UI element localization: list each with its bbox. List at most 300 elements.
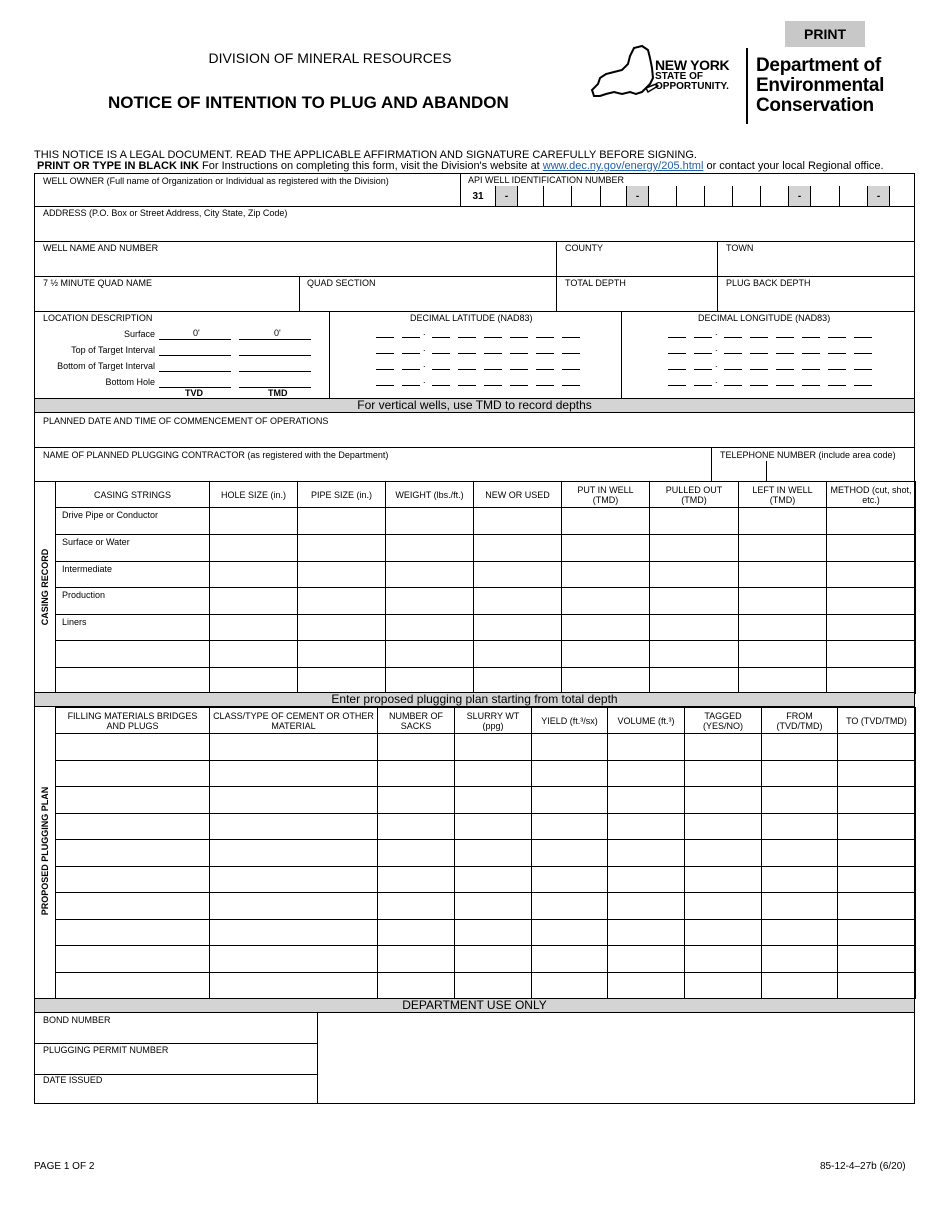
casing-cell[interactable] <box>650 535 739 562</box>
total-depth-label: TOTAL DEPTH <box>565 278 626 288</box>
coordinate-digit-blank[interactable] <box>776 337 794 338</box>
plugging-cell[interactable] <box>378 919 455 946</box>
coordinate-decimal-point: . <box>715 375 718 385</box>
coordinate-digit-blank[interactable] <box>724 353 742 354</box>
casing-cell[interactable] <box>474 641 562 668</box>
casing-string-name: Liners <box>56 614 210 641</box>
plugging-cell[interactable] <box>378 972 455 999</box>
coordinate-digit-blank[interactable] <box>828 369 846 370</box>
coordinate-decimal-point: . <box>715 327 718 337</box>
api-dash: - <box>626 186 648 206</box>
plugging-cell[interactable] <box>608 946 685 973</box>
api-digit-box[interactable] <box>760 186 788 206</box>
plugging-cell[interactable] <box>455 760 532 787</box>
casing-cell[interactable] <box>298 588 386 615</box>
api-digit-box[interactable] <box>543 186 571 206</box>
coordinate-digit-blank[interactable] <box>484 369 502 370</box>
api-digit-box[interactable] <box>732 186 760 206</box>
plugging-cell[interactable] <box>838 787 916 814</box>
casing-cell[interactable] <box>650 561 739 588</box>
coordinate-digit-blank[interactable] <box>854 353 872 354</box>
plugging-cell[interactable] <box>56 972 210 999</box>
plugging-cell[interactable] <box>378 840 455 867</box>
table-row <box>56 588 916 615</box>
coordinate-digit-blank[interactable] <box>536 369 554 370</box>
coordinate-digit-blank[interactable] <box>828 353 846 354</box>
coordinate-digit-blank[interactable] <box>402 369 420 370</box>
county-label: COUNTY <box>565 243 603 253</box>
casing-cell[interactable] <box>562 641 650 668</box>
telephone-label: TELEPHONE NUMBER (include area code) <box>720 450 896 460</box>
table-row <box>56 508 916 535</box>
plugging-cell[interactable] <box>455 866 532 893</box>
well-name-label: WELL NAME AND NUMBER <box>43 243 159 253</box>
form-title: NOTICE OF INTENTION TO PLUG AND ABANDON <box>108 93 509 112</box>
plugging-cell[interactable] <box>210 813 378 840</box>
casing-cell[interactable] <box>562 535 650 562</box>
plugging-cell[interactable] <box>378 760 455 787</box>
coordinate-digit-blank[interactable] <box>750 385 768 386</box>
casing-cell[interactable] <box>827 588 916 615</box>
coordinate-digit-blank[interactable] <box>828 337 846 338</box>
coordinate-digit-blank[interactable] <box>724 385 742 386</box>
coordinate-digit-blank[interactable] <box>376 337 394 338</box>
casing-cell[interactable] <box>210 535 298 562</box>
plugging-cell[interactable] <box>532 866 608 893</box>
coordinate-digit-blank[interactable] <box>536 385 554 386</box>
coordinate-digit-blank[interactable] <box>802 385 820 386</box>
plugging-cell[interactable] <box>210 866 378 893</box>
plugging-cell[interactable] <box>56 787 210 814</box>
api-digit-box[interactable] <box>600 186 626 206</box>
plugging-cell[interactable] <box>685 946 762 973</box>
plugging-cell[interactable] <box>762 734 838 761</box>
plugging-cell[interactable] <box>378 946 455 973</box>
print-button[interactable]: PRINT <box>785 21 865 47</box>
plugging-cell[interactable] <box>762 893 838 920</box>
coordinate-digit-blank[interactable] <box>776 353 794 354</box>
coordinate-digit-blank[interactable] <box>510 369 528 370</box>
casing-table <box>55 481 916 694</box>
coordinate-digit-blank[interactable] <box>484 385 502 386</box>
plugging-cell[interactable] <box>378 787 455 814</box>
plugging-header: NUMBER OF SACKS <box>378 708 455 734</box>
coordinate-decimal-point: . <box>715 343 718 353</box>
plugging-cell[interactable] <box>455 946 532 973</box>
legal-notice: THIS NOTICE IS A LEGAL DOCUMENT. READ THE APPLICABLE AFFIRMATION AND SIGNATURE CAREFULLY BEFORE SIGNING. <box>34 149 697 161</box>
plugging-cell[interactable] <box>378 813 455 840</box>
casing-string-name: Surface or Water <box>56 535 210 562</box>
plugging-cell[interactable] <box>455 787 532 814</box>
plugging-plan-label: PROPOSED PLUGGING PLAN <box>40 786 50 916</box>
plugging-cell[interactable] <box>685 760 762 787</box>
casing-cell[interactable] <box>562 614 650 641</box>
api-digit-box[interactable] <box>839 186 867 206</box>
coordinate-digit-blank[interactable] <box>562 369 580 370</box>
plugging-cell[interactable] <box>608 787 685 814</box>
plugging-cell[interactable] <box>838 813 916 840</box>
location-label: LOCATION DESCRIPTION <box>43 313 153 323</box>
table-row <box>56 972 916 999</box>
plugging-cell[interactable] <box>608 840 685 867</box>
coordinate-digit-blank[interactable] <box>694 369 712 370</box>
api-digit-box[interactable] <box>517 186 543 206</box>
api-prefix[interactable]: 31 <box>460 186 495 206</box>
dept-line3: Conservation <box>756 95 874 116</box>
coordinate-digit-blank[interactable] <box>536 337 554 338</box>
plugging-cell[interactable] <box>210 893 378 920</box>
coordinate-digit-blank[interactable] <box>562 353 580 354</box>
plugging-cell[interactable] <box>532 787 608 814</box>
plugging-cell[interactable] <box>838 840 916 867</box>
surface-tvd-value[interactable]: 0' <box>193 328 200 338</box>
plugging-cell[interactable] <box>608 893 685 920</box>
plugging-cell[interactable] <box>532 734 608 761</box>
plugging-cell[interactable] <box>56 840 210 867</box>
coordinate-decimal-point: . <box>423 327 426 337</box>
plugging-cell[interactable] <box>455 840 532 867</box>
casing-cell[interactable] <box>650 588 739 615</box>
coordinate-digit-blank[interactable] <box>402 385 420 386</box>
plugging-cell[interactable] <box>210 760 378 787</box>
coordinate-digit-blank[interactable] <box>484 353 502 354</box>
plugging-cell[interactable] <box>455 734 532 761</box>
coordinate-digit-blank[interactable] <box>376 353 394 354</box>
new-york-state-map-icon <box>590 44 660 100</box>
coordinate-digit-blank[interactable] <box>402 337 420 338</box>
coordinate-digit-blank[interactable] <box>376 385 394 386</box>
plugging-cell[interactable] <box>685 893 762 920</box>
coordinate-digit-blank[interactable] <box>854 369 872 370</box>
plugging-cell[interactable] <box>56 866 210 893</box>
plugging-cell[interactable] <box>56 760 210 787</box>
ink-notice-text: For Instructions on completing this form, visit the Division's website at <box>198 160 543 172</box>
plugging-cell[interactable] <box>532 972 608 999</box>
casing-cell[interactable] <box>474 614 562 641</box>
api-digit-box[interactable] <box>889 186 914 206</box>
plugging-cell[interactable] <box>378 734 455 761</box>
coordinate-digit-blank[interactable] <box>458 369 476 370</box>
coordinate-digit-blank[interactable] <box>668 353 686 354</box>
form-number: 85-12-4–27b (6/20) <box>820 1161 906 1172</box>
coordinate-digit-blank[interactable] <box>432 353 450 354</box>
plugging-cell[interactable] <box>838 734 916 761</box>
casing-header: HOLE SIZE (in.) <box>210 482 298 508</box>
casing-cell[interactable] <box>386 614 474 641</box>
website-link[interactable]: www.dec.ny.gov/energy/205.html <box>542 160 704 172</box>
plugging-cell[interactable] <box>532 760 608 787</box>
plugging-cell[interactable] <box>685 972 762 999</box>
plugging-cell[interactable] <box>532 893 608 920</box>
plugging-cell[interactable] <box>532 919 608 946</box>
plugging-cell[interactable] <box>608 866 685 893</box>
table-row <box>56 535 916 562</box>
casing-cell[interactable] <box>298 667 386 694</box>
plugging-cell[interactable] <box>762 760 838 787</box>
casing-cell[interactable] <box>739 561 827 588</box>
coordinate-digit-blank[interactable] <box>432 369 450 370</box>
casing-cell[interactable] <box>210 588 298 615</box>
plugging-cell[interactable] <box>838 946 916 973</box>
casing-cell[interactable] <box>386 588 474 615</box>
coordinate-digit-blank[interactable] <box>854 385 872 386</box>
casing-cell[interactable] <box>650 667 739 694</box>
coordinate-digit-blank[interactable] <box>458 353 476 354</box>
coordinate-digit-blank[interactable] <box>402 353 420 354</box>
coordinate-digit-blank[interactable] <box>776 385 794 386</box>
plugging-cell[interactable] <box>762 972 838 999</box>
coordinate-digit-blank[interactable] <box>750 353 768 354</box>
table-row <box>56 866 916 893</box>
coordinate-decimal-point: . <box>423 375 426 385</box>
plugging-cell[interactable] <box>838 972 916 999</box>
plugging-cell[interactable] <box>762 946 838 973</box>
coordinate-digit-blank[interactable] <box>694 385 712 386</box>
plugging-cell[interactable] <box>762 787 838 814</box>
casing-cell[interactable] <box>474 535 562 562</box>
table-row <box>56 787 916 814</box>
plugging-cell[interactable] <box>762 813 838 840</box>
form-body <box>34 173 915 1104</box>
casing-cell[interactable] <box>827 614 916 641</box>
plugging-cell[interactable] <box>56 893 210 920</box>
casing-cell[interactable] <box>562 588 650 615</box>
coordinate-digit-blank[interactable] <box>668 369 686 370</box>
permit-number-label: PLUGGING PERMIT NUMBER <box>43 1045 169 1055</box>
plugging-cell[interactable] <box>378 866 455 893</box>
casing-cell[interactable] <box>827 641 916 668</box>
plugging-cell[interactable] <box>685 840 762 867</box>
coordinate-digit-blank[interactable] <box>724 369 742 370</box>
plugging-cell[interactable] <box>56 946 210 973</box>
coordinate-digit-blank[interactable] <box>562 337 580 338</box>
coordinate-decimal-point: . <box>715 359 718 369</box>
plugging-cell[interactable] <box>210 787 378 814</box>
casing-cell[interactable] <box>827 535 916 562</box>
ny-logo-text <box>655 58 729 92</box>
plugging-cell[interactable] <box>762 866 838 893</box>
plugging-cell[interactable] <box>532 946 608 973</box>
casing-cell[interactable] <box>650 614 739 641</box>
plugging-cell[interactable] <box>838 760 916 787</box>
plugging-cell[interactable] <box>56 813 210 840</box>
casing-cell[interactable] <box>827 667 916 694</box>
planned-date-label: PLANNED DATE AND TIME OF COMMENCEMENT OF OPERATIONS <box>43 416 329 426</box>
coordinate-digit-blank[interactable] <box>668 385 686 386</box>
casing-record-label: CASING RECORD <box>40 548 50 626</box>
ink-notice-end: or contact your local Regional office. <box>703 160 884 172</box>
coordinate-digit-blank[interactable] <box>802 353 820 354</box>
coordinate-digit-blank[interactable] <box>562 385 580 386</box>
coordinate-digit-blank[interactable] <box>510 385 528 386</box>
coordinate-digit-blank[interactable] <box>536 353 554 354</box>
casing-cell[interactable] <box>739 535 827 562</box>
plugging-cell[interactable] <box>838 893 916 920</box>
coordinate-digit-blank[interactable] <box>694 353 712 354</box>
coordinate-digit-blank[interactable] <box>510 353 528 354</box>
coordinate-digit-blank[interactable] <box>432 385 450 386</box>
loc-row-bottom-hole: Bottom Hole <box>105 377 155 387</box>
plugging-cell[interactable] <box>210 919 378 946</box>
coordinate-digit-blank[interactable] <box>484 337 502 338</box>
casing-cell[interactable] <box>739 508 827 535</box>
plugging-cell[interactable] <box>56 919 210 946</box>
api-label: API WELL IDENTIFICATION NUMBER <box>468 175 625 185</box>
plugging-cell[interactable] <box>608 760 685 787</box>
plugging-cell[interactable] <box>210 840 378 867</box>
coordinate-digit-blank[interactable] <box>376 369 394 370</box>
casing-cell[interactable] <box>562 667 650 694</box>
api-digit-box[interactable] <box>810 186 839 206</box>
department-use-band: DEPARTMENT USE ONLY <box>35 998 914 1013</box>
casing-header: PIPE SIZE (in.) <box>298 482 386 508</box>
casing-cell[interactable] <box>650 641 739 668</box>
casing-cell[interactable] <box>298 641 386 668</box>
casing-cell[interactable] <box>474 588 562 615</box>
plugging-cell[interactable] <box>532 840 608 867</box>
casing-cell[interactable] <box>386 641 474 668</box>
casing-cell[interactable] <box>562 561 650 588</box>
plugging-cell[interactable] <box>685 813 762 840</box>
coordinate-digit-blank[interactable] <box>776 369 794 370</box>
casing-cell[interactable] <box>298 561 386 588</box>
casing-cell[interactable] <box>739 614 827 641</box>
plugging-cell[interactable] <box>608 813 685 840</box>
surface-tmd-value[interactable]: 0' <box>274 328 281 338</box>
dept-line2: Environmental <box>756 75 885 96</box>
latitude-label: DECIMAL LATITUDE (NAD83) <box>410 313 533 323</box>
casing-cell[interactable] <box>210 667 298 694</box>
coordinate-digit-blank[interactable] <box>458 385 476 386</box>
casing-cell[interactable] <box>298 535 386 562</box>
casing-cell[interactable] <box>474 508 562 535</box>
casing-cell[interactable] <box>386 667 474 694</box>
casing-cell[interactable] <box>739 641 827 668</box>
coordinate-digit-blank[interactable] <box>750 337 768 338</box>
coordinate-digit-blank[interactable] <box>432 337 450 338</box>
page-number: PAGE 1 OF 2 <box>34 1161 95 1172</box>
api-digit-box[interactable] <box>648 186 676 206</box>
casing-cell[interactable] <box>474 667 562 694</box>
dept-logo <box>756 56 884 116</box>
plugging-cell[interactable] <box>608 972 685 999</box>
casing-cell[interactable] <box>386 561 474 588</box>
coordinate-digit-blank[interactable] <box>802 369 820 370</box>
casing-string-name <box>56 667 210 694</box>
plugging-cell[interactable] <box>210 972 378 999</box>
loc-row-top-target: Top of Target Interval <box>71 345 155 355</box>
coordinate-decimal-point: . <box>423 343 426 353</box>
casing-cell[interactable] <box>827 561 916 588</box>
plugging-cell[interactable] <box>56 734 210 761</box>
plugging-cell[interactable] <box>532 813 608 840</box>
coordinate-digit-blank[interactable] <box>724 337 742 338</box>
plugging-cell[interactable] <box>838 919 916 946</box>
plugging-cell[interactable] <box>685 919 762 946</box>
longitude-label: DECIMAL LONGITUDE (NAD83) <box>698 313 831 323</box>
casing-cell[interactable] <box>386 508 474 535</box>
coordinate-digit-blank[interactable] <box>854 337 872 338</box>
coordinate-digit-blank[interactable] <box>828 385 846 386</box>
plugging-cell[interactable] <box>685 866 762 893</box>
plugging-cell[interactable] <box>455 813 532 840</box>
table-row <box>56 614 916 641</box>
plugging-cell[interactable] <box>378 893 455 920</box>
casing-header: LEFT IN WELL (TMD) <box>739 482 827 508</box>
tmd-label: TMD <box>268 388 288 398</box>
plugging-header: YIELD (ft.³/sx) <box>532 708 608 734</box>
plugging-cell[interactable] <box>455 893 532 920</box>
plugging-cell[interactable] <box>685 734 762 761</box>
plugging-cell[interactable] <box>685 787 762 814</box>
api-digit-box[interactable] <box>704 186 732 206</box>
logo-divider <box>746 48 748 124</box>
casing-string-name: Intermediate <box>56 561 210 588</box>
api-digit-box[interactable] <box>676 186 704 206</box>
well-owner-label: WELL OWNER (Full name of Organization or Individual as registered with the Division) <box>43 176 389 186</box>
casing-cell[interactable] <box>650 508 739 535</box>
casing-cell[interactable] <box>210 508 298 535</box>
contractor-label: NAME OF PLANNED PLUGGING CONTRACTOR (as registered with the Department) <box>43 450 389 460</box>
coordinate-digit-blank[interactable] <box>750 369 768 370</box>
plugging-cell[interactable] <box>455 972 532 999</box>
coordinate-digit-blank[interactable] <box>458 337 476 338</box>
plug-back-label: PLUG BACK DEPTH <box>726 278 811 288</box>
casing-cell[interactable] <box>298 614 386 641</box>
casing-cell[interactable] <box>386 535 474 562</box>
casing-cell[interactable] <box>474 561 562 588</box>
plugging-cell[interactable] <box>210 734 378 761</box>
vertical-wells-note: For vertical wells, use TMD to record depths <box>35 398 914 413</box>
casing-cell[interactable] <box>298 508 386 535</box>
plugging-header: VOLUME (ft.³) <box>608 708 685 734</box>
plugging-cell[interactable] <box>608 734 685 761</box>
address-label: ADDRESS (P.O. Box or Street Address, City State, Zip Code) <box>43 208 288 218</box>
api-dash: - <box>495 186 517 206</box>
api-dash: - <box>867 186 889 206</box>
coordinate-digit-blank[interactable] <box>694 337 712 338</box>
ny-logo-line1: NEW YORK <box>655 57 730 73</box>
plugging-cell[interactable] <box>762 840 838 867</box>
casing-cell[interactable] <box>210 614 298 641</box>
quad-section-label: QUAD SECTION <box>307 278 376 288</box>
api-dash: - <box>788 186 810 206</box>
casing-cell[interactable] <box>739 667 827 694</box>
coordinate-digit-blank[interactable] <box>510 337 528 338</box>
casing-header: NEW OR USED <box>474 482 562 508</box>
plugging-cell[interactable] <box>210 946 378 973</box>
api-digit-box[interactable] <box>571 186 600 206</box>
casing-string-name: Production <box>56 588 210 615</box>
casing-cell[interactable] <box>739 588 827 615</box>
coordinate-digit-blank[interactable] <box>668 337 686 338</box>
plugging-header: TAGGED (YES/NO) <box>685 708 762 734</box>
table-row <box>56 760 916 787</box>
casing-string-name: Drive Pipe or Conductor <box>56 508 210 535</box>
coordinate-digit-blank[interactable] <box>802 337 820 338</box>
plugging-cell[interactable] <box>838 866 916 893</box>
casing-cell[interactable] <box>210 641 298 668</box>
casing-cell[interactable] <box>827 508 916 535</box>
plugging-cell[interactable] <box>762 919 838 946</box>
plugging-cell[interactable] <box>455 919 532 946</box>
plugging-cell[interactable] <box>608 919 685 946</box>
table-row <box>56 813 916 840</box>
casing-cell[interactable] <box>562 508 650 535</box>
plugging-header: CLASS/TYPE OF CEMENT OR OTHER MATERIAL <box>210 708 378 734</box>
casing-header: WEIGHT (lbs./ft.) <box>386 482 474 508</box>
casing-cell[interactable] <box>210 561 298 588</box>
